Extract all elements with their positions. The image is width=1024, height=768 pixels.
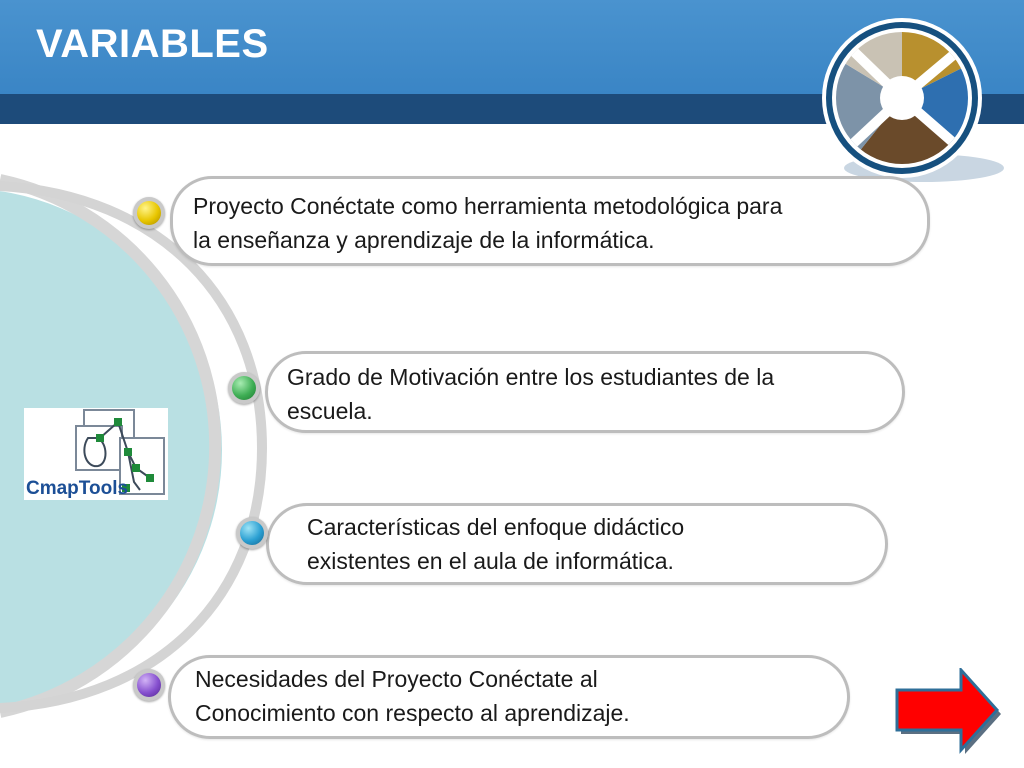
variable-item-4-line2: Conocimiento con respecto al aprendizaje. <box>195 700 630 726</box>
variable-item-2-line1: Grado de Motivación entre los estudiantes de la <box>287 364 775 390</box>
variable-item-4-line1: Necesidades del Proyecto Conéctate al <box>195 666 598 692</box>
yellow-bullet-icon <box>133 197 165 229</box>
cmaptools-logo <box>24 408 168 500</box>
right-arrow-icon[interactable] <box>893 668 1003 754</box>
cmaptools-label: CmapTools <box>26 478 129 499</box>
blue-bullet-icon <box>236 517 268 549</box>
variable-item-1-text <box>193 189 782 257</box>
variable-item-3-line1: Características del enfoque didáctico <box>307 514 685 540</box>
variable-item-2-text <box>287 360 774 428</box>
variable-item-3-text <box>307 510 684 578</box>
variable-item-4-text <box>195 662 630 730</box>
variable-item-2-line2: escuela. <box>287 398 373 424</box>
cmaptools-logo-graphic <box>24 408 168 500</box>
variable-item-1-line1: Proyecto Conéctate como herramienta metodológica para <box>193 193 783 219</box>
slide-title: VARIABLES <box>36 22 269 66</box>
green-bullet-icon <box>228 372 260 404</box>
photo-collage-logo <box>814 18 1006 194</box>
variable-item-1-line2: la enseñanza y aprendizaje de la informática. <box>193 227 655 253</box>
purple-bullet-icon <box>133 669 165 701</box>
variable-item-3-line2: existentes en el aula de informática. <box>307 548 674 574</box>
